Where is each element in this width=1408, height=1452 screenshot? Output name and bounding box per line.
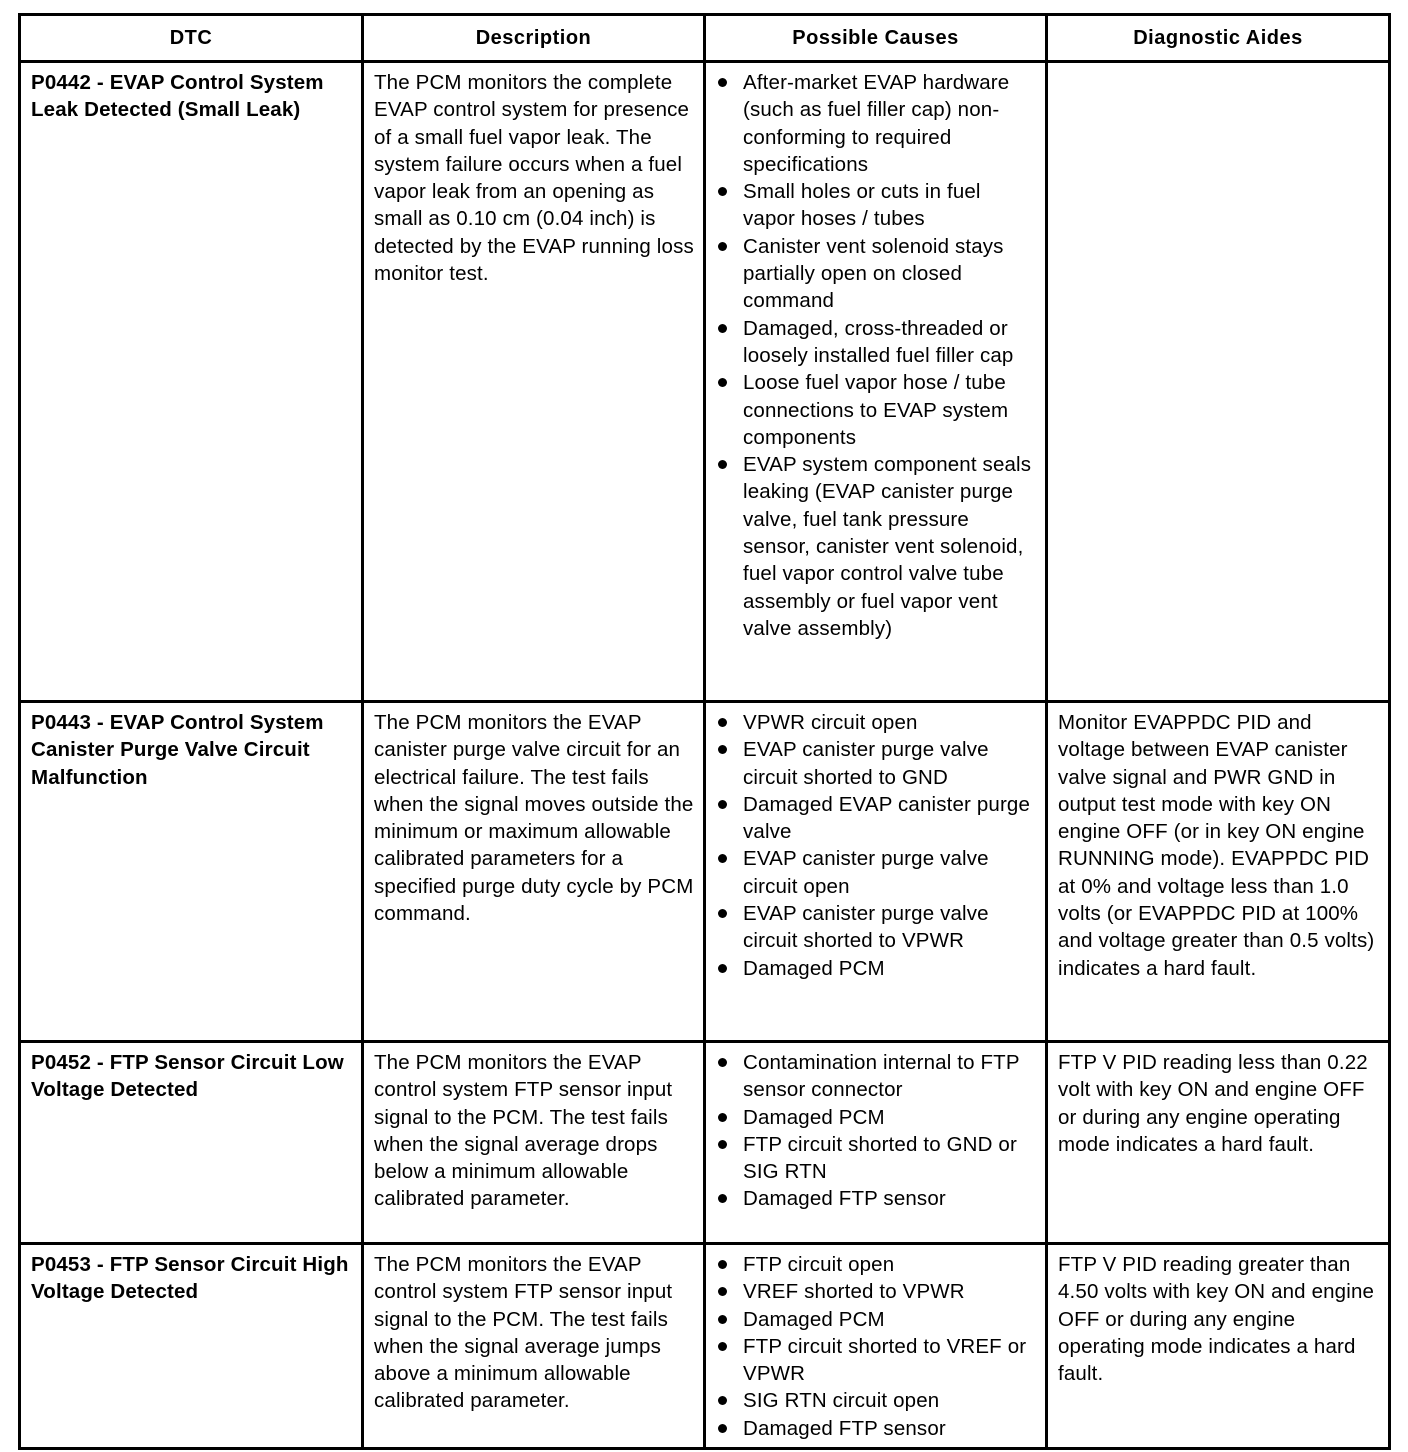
diagnostic-aides: Monitor EVAPPDC PID and voltage between EVAP canister valve signal and PWR GND in output test mode with key ON engine OFF (or in key ON engine RUNNING mode). EVAPPDC PID at 0% and voltage less than 1.0 volts (or EVAPPDC PID at 100% and voltage greater than 0.5 volts) indicates a hard fault. — [1047, 702, 1390, 1042]
causes-list — [716, 69, 1037, 642]
cause-item: FTP circuit shorted to GND or SIG RTN — [716, 1131, 1037, 1186]
cause-item: SIG RTN circuit open — [716, 1387, 1037, 1414]
header-row — [20, 15, 1390, 62]
cause-item: Damaged PCM — [716, 1306, 1037, 1333]
diagnostic-aides: FTP V PID reading greater than 4.50 volts with key ON and engine OFF or during any engine operating mode indicates a hard fault. — [1047, 1244, 1390, 1449]
cause-item: Contamination internal to FTP sensor connector — [716, 1049, 1037, 1104]
cause-item: FTP circuit shorted to VREF or VPWR — [716, 1333, 1037, 1388]
dtc-description: The PCM monitors the EVAP control system FTP sensor input signal to the PCM. The test fails when the signal average jumps above a minimum allowable calibrated parameter. — [363, 1244, 705, 1449]
cause-item: EVAP canister purge valve circuit shorted to VPWR — [716, 900, 1037, 955]
header-dtc: DTC — [20, 15, 363, 62]
cause-item: FTP circuit open — [716, 1251, 1037, 1278]
causes-list — [716, 1049, 1037, 1213]
cause-item: Canister vent solenoid stays partially open on closed command — [716, 233, 1037, 315]
dtc-code: P0443 - EVAP Control System Canister Purge Valve Circuit Malfunction — [20, 702, 363, 1042]
table-row — [20, 62, 1390, 702]
dtc-description: The PCM monitors the complete EVAP control system for presence of a small fuel vapor leak. The system failure occurs when a fuel vapor leak from an opening as small as 0.10 cm (0.04 inch) is detected by the EVAP running loss monitor test. — [363, 62, 705, 702]
cause-item: Loose fuel vapor hose / tube connections to EVAP system components — [716, 369, 1037, 451]
causes-list — [716, 709, 1037, 982]
cause-item: Damaged EVAP canister purge valve — [716, 791, 1037, 846]
table-row — [20, 1244, 1390, 1449]
cause-item: VPWR circuit open — [716, 709, 1037, 736]
possible-causes — [705, 702, 1047, 1042]
dtc-description: The PCM monitors the EVAP canister purge valve circuit for an electrical failure. The test fails when the signal moves outside the minimum or maximum allowable calibrated parameters for a specified purge duty cycle by PCM command. — [363, 702, 705, 1042]
cause-item: EVAP system component seals leaking (EVAP canister purge valve, fuel tank pressure sensor, canister vent solenoid, fuel vapor control valve tube assembly or fuel vapor vent valve assembly) — [716, 451, 1037, 642]
dtc-table — [18, 13, 1391, 1450]
possible-causes — [705, 1244, 1047, 1449]
possible-causes — [705, 62, 1047, 702]
dtc-code: P0453 - FTP Sensor Circuit High Voltage Detected — [20, 1244, 363, 1449]
diagnostic-aides: FTP V PID reading less than 0.22 volt with key ON and engine OFF or during any engine operating mode indicates a hard fault. — [1047, 1042, 1390, 1244]
header-diagnostic-aides: Diagnostic Aides — [1047, 15, 1390, 62]
dtc-code: P0452 - FTP Sensor Circuit Low Voltage Detected — [20, 1042, 363, 1244]
causes-list — [716, 1251, 1037, 1442]
cause-item: Damaged PCM — [716, 1104, 1037, 1131]
diagnostic-aides — [1047, 62, 1390, 702]
cause-item: Damaged, cross-threaded or loosely installed fuel filler cap — [716, 315, 1037, 370]
table-row — [20, 702, 1390, 1042]
table-row — [20, 1042, 1390, 1244]
dtc-code: P0442 - EVAP Control System Leak Detected (Small Leak) — [20, 62, 363, 702]
possible-causes — [705, 1042, 1047, 1244]
header-possible-causes: Possible Causes — [705, 15, 1047, 62]
cause-item: EVAP canister purge valve circuit open — [716, 845, 1037, 900]
cause-item: Damaged FTP sensor — [716, 1415, 1037, 1442]
cause-item: Damaged PCM — [716, 955, 1037, 982]
cause-item: VREF shorted to VPWR — [716, 1278, 1037, 1305]
cause-item: Damaged FTP sensor — [716, 1185, 1037, 1212]
header-description: Description — [363, 15, 705, 62]
cause-item: Small holes or cuts in fuel vapor hoses / tubes — [716, 178, 1037, 233]
dtc-description: The PCM monitors the EVAP control system FTP sensor input signal to the PCM. The test fails when the signal average drops below a minimum allowable calibrated parameter. — [363, 1042, 705, 1244]
cause-item: EVAP canister purge valve circuit shorted to GND — [716, 736, 1037, 791]
cause-item: After-market EVAP hardware (such as fuel filler cap) non-conforming to required specifications — [716, 69, 1037, 178]
